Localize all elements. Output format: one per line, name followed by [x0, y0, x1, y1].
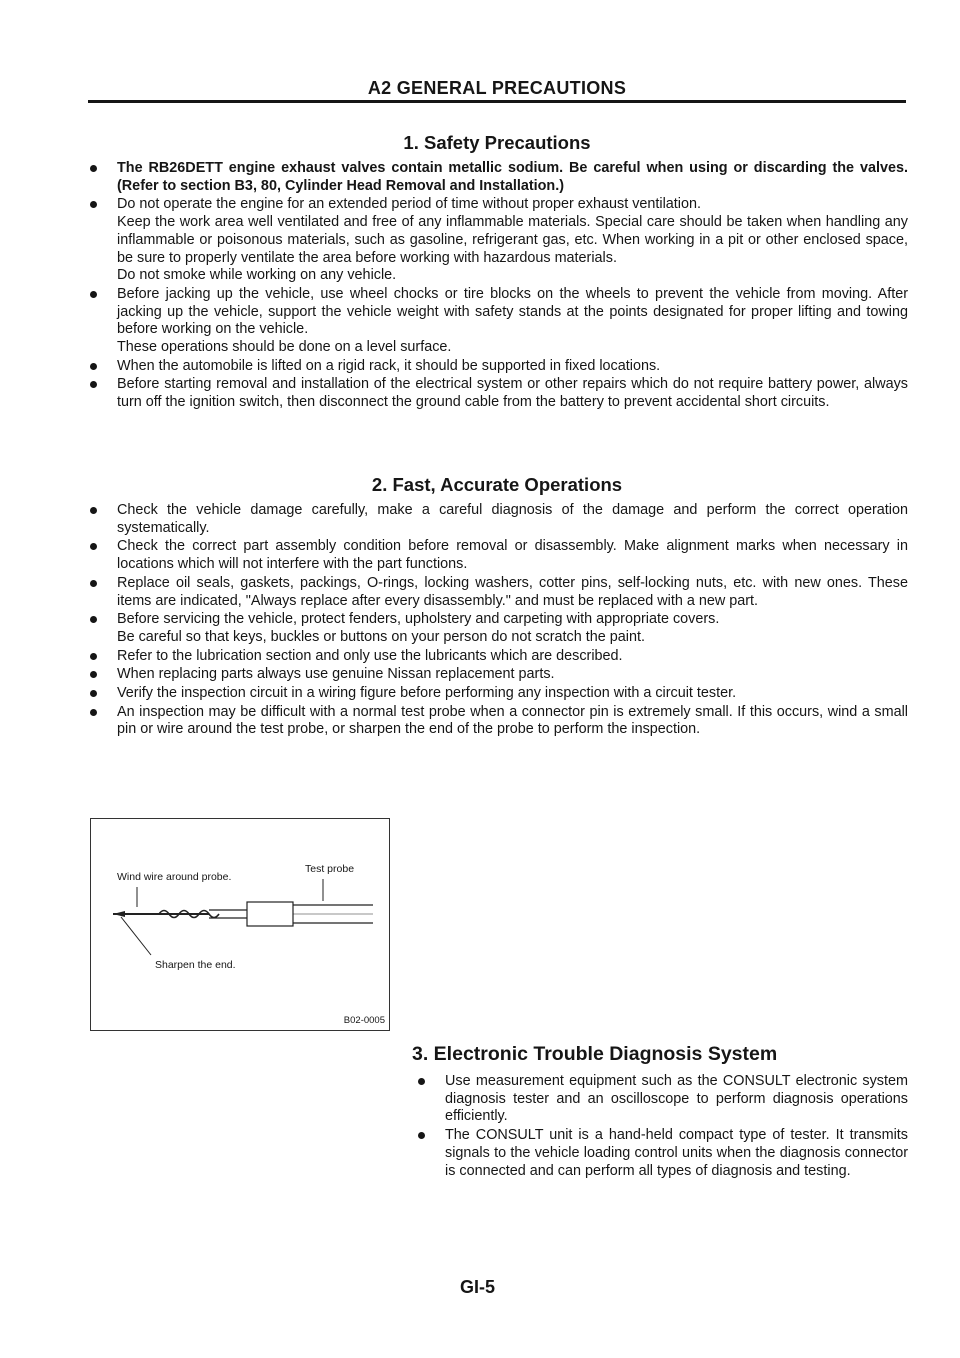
- bullet-dot-icon: [90, 616, 97, 623]
- bullet-text: Before starting removal and installation of the electrical system or other repairs which do not require battery power, always turn off the ignition switch, then disconnect the ground cable from the battery to prevent accidental short circuits.: [117, 376, 908, 411]
- bullet-dot-icon: [90, 291, 97, 298]
- bullet-text: When the automobile is lifted on a rigid rack, it should be supported in fixed locations.: [117, 357, 661, 374]
- bullet-text: Verify the inspection circuit in a wiring figure before performing any inspection with a circuit tester.: [117, 685, 737, 702]
- bullet-dot-icon: [90, 580, 97, 587]
- bullet-dot-icon: [90, 165, 97, 172]
- bullet-dot-icon: [90, 363, 97, 370]
- bullet-text: Refer to the lubrication section and only use the lubricants which are described.: [117, 647, 623, 664]
- bullet-list-safety: [90, 160, 908, 413]
- bullet-text: Be careful so that keys, buckles or buttons on your person do not scratch the paint.: [117, 628, 645, 645]
- bullet-text: Do not operate the engine for an extended period of time without proper exhaust ventilation.: [117, 196, 702, 213]
- bullet-text: Check the vehicle damage carefully, make a careful diagnosis of the damage and perform the correct operation systematically.: [117, 502, 908, 536]
- bullet-item: [90, 648, 908, 666]
- bullet-item: [90, 666, 908, 684]
- bullet-dot-icon: [90, 709, 97, 716]
- bullet-text: Do not smoke while working on any vehicle.: [117, 267, 397, 284]
- bullet-text: Before servicing the vehicle, protect fenders, upholstery and carpeting with appropriate covers.: [117, 611, 720, 628]
- bullet-text: An inspection may be difficult with a normal test probe when a connector pin is extremely small. If this occurs, wind a small pin or wire around the test probe, or sharpen the end of the probe to perform the inspection.: [117, 703, 908, 738]
- bullet-item: [90, 611, 908, 646]
- bullet-text: Use measurement equipment such as the CONSULT electronic system diagnosis tester and an oscilloscope to perform diagnosis operations efficiently.: [445, 1073, 908, 1125]
- bullet-text: These operations should be done on a level surface.: [117, 339, 452, 356]
- bullet-dot-icon: [90, 671, 97, 678]
- bullet-text: Check the correct part assembly condition before removal or disassembly. Make alignment marks when necessary in locations which will not interfere with the part functions.: [117, 538, 908, 573]
- bullet-item: [90, 575, 908, 610]
- bullet-item: [90, 160, 908, 195]
- section-title-operations: 2. Fast, Accurate Operations: [371, 474, 623, 495]
- bullet-dot-icon: [90, 653, 97, 660]
- bullet-text: Keep the work area well ventilated and free of any inflammable materials. Special care should be taken when handling any inflammable or poisonous materials, such as gasoline, refrigerant gas, etc. When working in a pit or other enclosed space, be sure to properly ventilate the area before working with hazardous materials.: [117, 214, 908, 266]
- figure-label-wind: Wind wire around probe.: [117, 871, 232, 883]
- bullet-dot-icon: [90, 507, 97, 514]
- bullet-item: [90, 704, 908, 739]
- bullet-list-diagnosis: [418, 1073, 908, 1181]
- bullet-dot-icon: [418, 1132, 425, 1139]
- bullet-text: Replace oil seals, gaskets, packings, O-rings, locking washers, cotter pins, self-locking nuts, etc. with new ones. These items are indicated, "Always replace after every disassembly." and must be replaced with a new part.: [117, 574, 908, 609]
- bullet-text: When replacing parts always use genuine Nissan replacement parts.: [117, 666, 555, 683]
- probe-illustration: [91, 819, 389, 1030]
- bullet-text: Before jacking up the vehicle, use wheel chocks or tire blocks on the wheels to prevent the vehicle from moving. After jacking up the vehicle, support the vehicle weight with safety stands at the points designated for proper lifting and towing before working on the vehicle.: [117, 285, 908, 338]
- bullet-text: The CONSULT unit is a hand-held compact type of tester. It transmits signals to the vehicle loading control units when the diagnosis connector is connected and can perform all types of diagnosis and testing.: [445, 1127, 908, 1179]
- section-title-safety: 1. Safety Precautions: [403, 132, 591, 153]
- bullet-dot-icon: [90, 690, 97, 697]
- bullet-item: [90, 196, 908, 285]
- bullet-item: [90, 376, 908, 411]
- bullet-text: The RB26DETT engine exhaust valves contain metallic sodium. Be careful when using or discarding the valves. (Refer to section B3, 80, Cylinder Head Removal and Installation.): [117, 160, 908, 194]
- figure-label-probe: Test probe: [305, 863, 355, 875]
- bullet-item: [90, 502, 908, 537]
- header-rule: [88, 100, 906, 103]
- bullet-item: [90, 286, 908, 357]
- page-header: A2 GENERAL PRECAUTIONS: [367, 78, 627, 98]
- bullet-item: [90, 358, 908, 376]
- bullet-item: [90, 685, 908, 703]
- page-number: GI-5: [460, 1277, 496, 1297]
- bullet-item: [418, 1073, 908, 1126]
- bullet-item: [90, 538, 908, 573]
- bullet-dot-icon: [90, 381, 97, 388]
- section-title-diagnosis: 3. Electronic Trouble Diagnosis System: [412, 1043, 778, 1065]
- bullet-dot-icon: [418, 1078, 425, 1085]
- figure-id: B02-0005: [343, 1015, 385, 1026]
- bullet-dot-icon: [90, 201, 97, 208]
- probe-figure: [90, 818, 390, 1031]
- bullet-list-operations: [90, 502, 908, 740]
- bullet-item: [418, 1127, 908, 1180]
- figure-label-sharpen: Sharpen the end.: [155, 959, 236, 971]
- bullet-dot-icon: [90, 543, 97, 550]
